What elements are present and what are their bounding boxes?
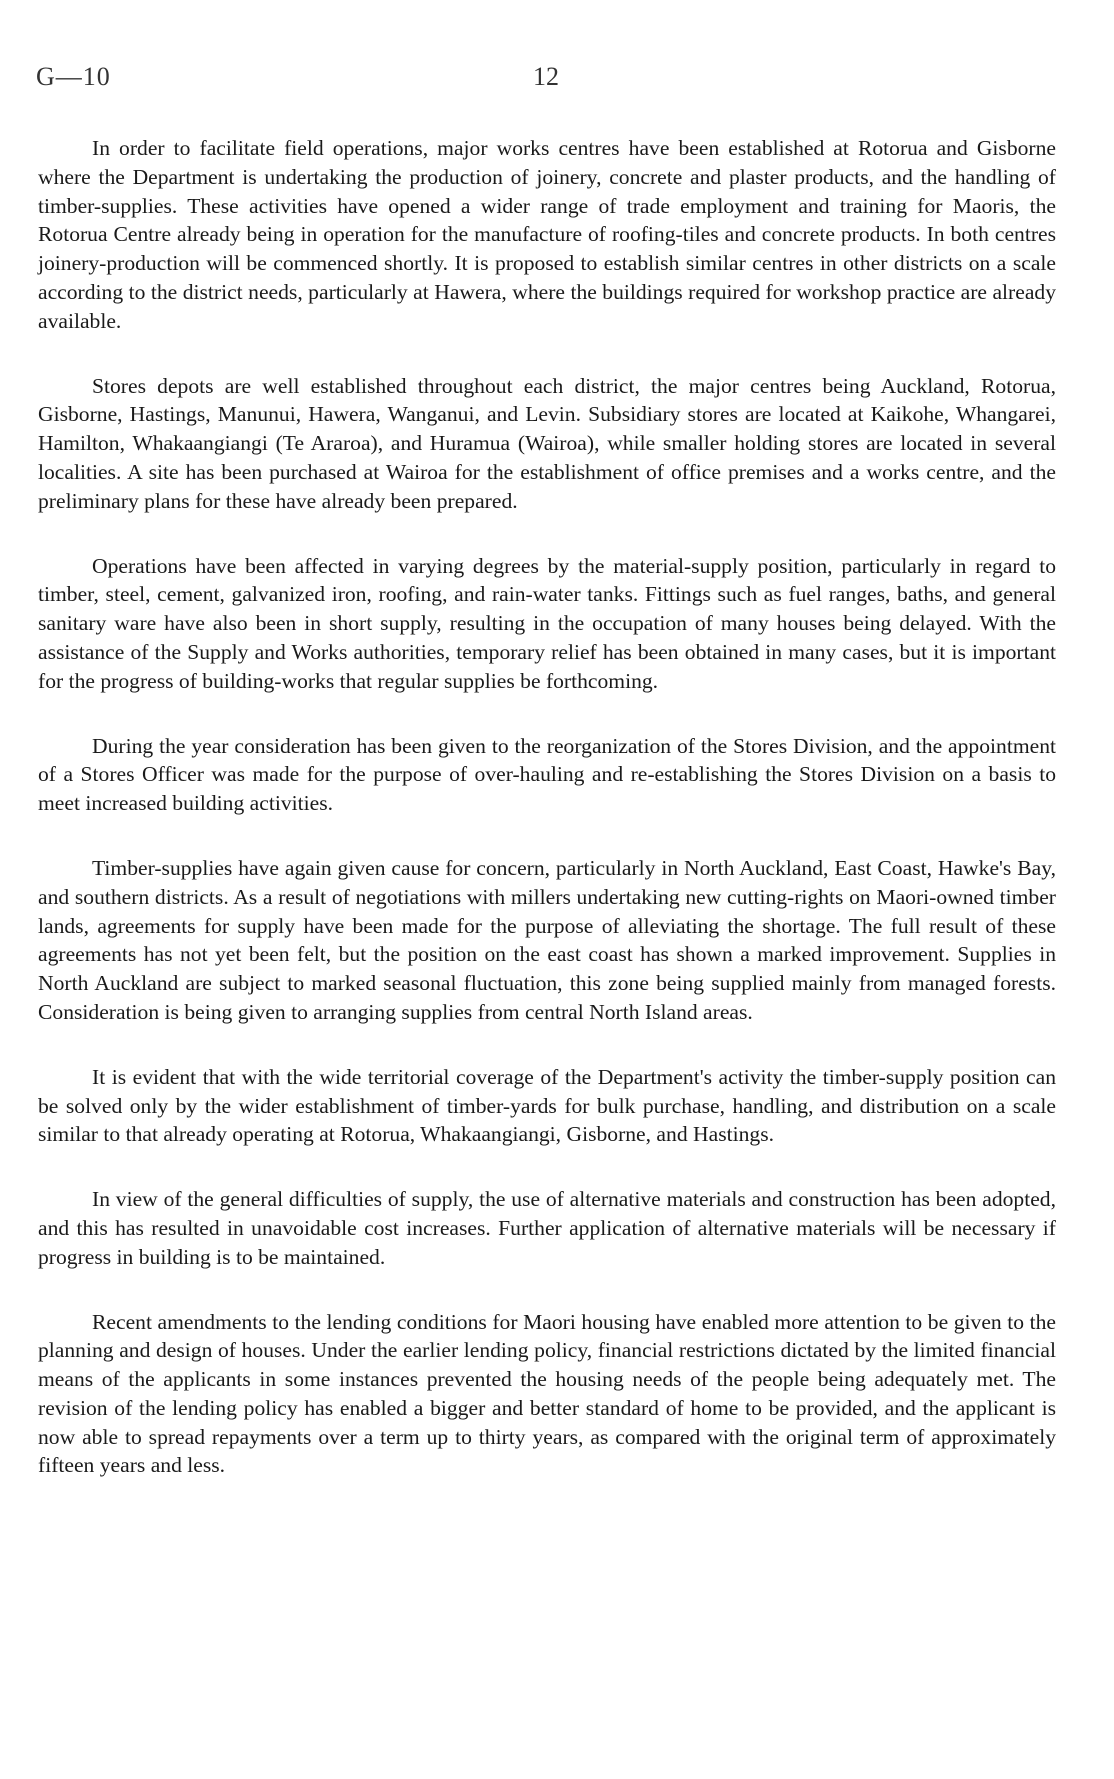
- document-reference: G—10: [36, 62, 111, 91]
- paragraph-timber-supplies: Timber-supplies have again given cause for concern, particularly in North Auckland, East Coast, Hawke's Bay, and southern districts. As a result of negotiations with millers undertaking new cutting-rights on Maori-owned timber lands, agreements for supply have been made for the purpose of alleviating the shortage. The full result of these agreements has not yet been felt, but the position on the east coast has shown a marked improvement. Supplies in North Auckland are subject to marked seasonal fluctuation, this zone being supplied mainly from managed forests. Consideration is being given to arranging supplies from central North Island areas.: [38, 855, 1056, 1024]
- body-text: [38, 134, 1056, 1516]
- paragraph-works-centres: In order to facilitate field operations, major works centres have been established at Rotorua and Gisborne where the Department is undertaking the production of joinery, concrete and plaster products, and the handling of timber-supplies. These activities have opened a wider range of trade employment and training for Maoris, the Rotorua Centre already being in operation for the manufacture of roofing-tiles and concrete products. In both centres joinery-production will be commenced shortly. It is proposed to establish similar centres in other districts on a scale according to the district needs, particularly at Hawera, where the buildings required for workshop practice are already available.: [38, 136, 1056, 333]
- paragraph-stores-division: During the year consideration has been given to the reorganization of the Stores Division, and the appointment of a Stores Officer was made for the purpose of over-hauling and re-establishing the Stores Division on a basis to meet increased building activities.: [38, 733, 1056, 816]
- paragraph-alternative-materials: In view of the general difficulties of supply, the use of alternative materials and construction has been adopted, and this has resulted in unavoidable cost increases. Further application of alternative materials will be necessary if progress in building is to be maintained.: [38, 1187, 1056, 1269]
- paragraph-stores-depots: Stores depots are well established throughout each district, the major centres being Auckland, Rotorua, Gisborne, Hastings, Manunui, Hawera, Wanganui, and Levin. Subsidiary stores are located at Kaikohe, Whangarei, Hamilton, Whakaangiangi (Te Araroa), and Huramua (Wairoa), while smaller holding stores are located in several localities. A site has been purchased at Wairoa for the establishment of office premises and a works centre, and the preliminary plans for these have already been prepared.: [38, 373, 1056, 513]
- paragraph-timber-yards: It is evident that with the wide territorial coverage of the Department's activity the timber-supply position can be solved only by the wider establishment of timber-yards for bulk purchase, handling, and distribution on a scale similar to that already operating at Rotorua, Whakaangiangi, Gisborne, and Hastings.: [38, 1064, 1056, 1147]
- paragraph-lending-conditions: Recent amendments to the lending conditions for Maori housing have enabled more attention to be given to the planning and design of houses. Under the earlier lending policy, financial restrictions dictated by the limited financial means of the applicants in some instances prevented the housing needs of the people being adequately met. The revision of the lending policy has enabled a bigger and better standard of home to be provided, and the applicant is now able to spread repayments over a term up to thirty years, as compared with the original term of approximately fifteen years and less.: [38, 1309, 1056, 1478]
- paragraph-material-supply: Operations have been affected in varying degrees by the material-supply position, particularly in regard to timber, steel, cement, galvanized iron, roofing, and rain-water tanks. Fittings such as fuel ranges, baths, and general sanitary ware have also been in short supply, resulting in the occupation of many houses being delayed. With the assistance of the Supply and Works authorities, temporary relief has been obtained in many cases, but it is important for the progress of building-works that regular supplies be forthcoming.: [38, 553, 1056, 693]
- page-header: [36, 62, 1056, 102]
- page-number: 12: [533, 62, 559, 91]
